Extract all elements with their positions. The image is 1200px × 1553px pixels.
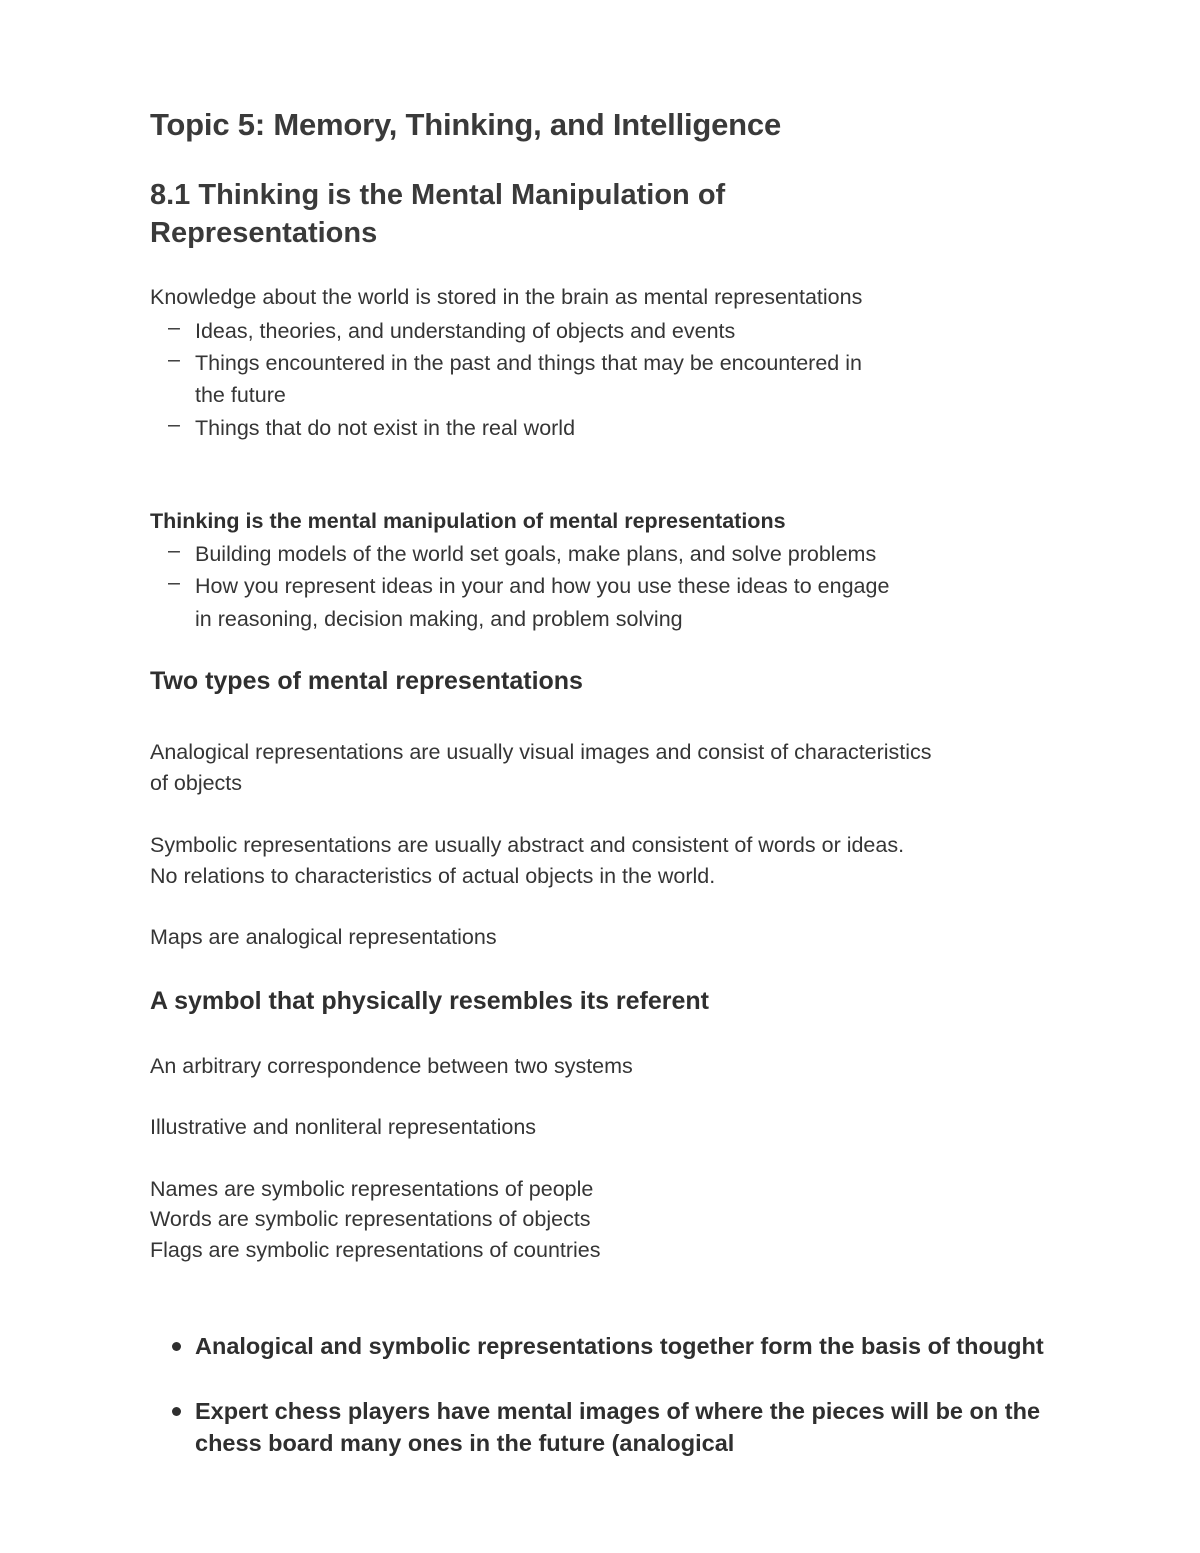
names-line: Names are symbolic representations of people — [150, 1177, 594, 1201]
symbol-paragraph-2: Illustrative and nonliteral representations — [150, 1115, 537, 1139]
two-types-heading: Two types of mental representations — [150, 667, 583, 695]
document-page: Topic 5: Memory, Thinking, and Intelligence 8.1 Thinking is the Mental Manipulation of Representations Knowledge about the world is stored in the brain as mental representations – Ideas, theories, and understanding of objects and events – Things encountered in the past and things that may be encountered in the future – Things that do not exist in the real world Thinking is the mental manipulation of mental representations – Building models of the world set goals, make plans, and solve problems – How you represent ideas in your and how you use these ideas to engage in reasoning, decision making, and problem solving Two types of mental representations Analogical representations are usually visual images and consist of characteristics of objects Symbolic representations are usually abstract and consistent of words or ideas. No relations to characteristics of actual objects in the world. Maps are analogical representations A symbol that physically resembles its referent An arbitrary correspondence between two systems Illustrative and nonliteral representations Names are symbolic representations of people Words are symbolic representations of objects Flags are symbolic representations of countries Analogical and symbolic representations together form the basis of thought Expert chess players have mental images of where the pieces will be on the chess board many ones in the future (analogical — [150, 107, 1044, 1456]
analogical-paragraph-line2: of objects — [150, 771, 243, 795]
dash-icon: – — [168, 538, 180, 562]
bullet-icon — [172, 1407, 181, 1416]
dash-icon: – — [168, 315, 180, 339]
symbolic-paragraph-line1: Symbolic representations are usually abstract and consistent of words or ideas. — [150, 833, 905, 857]
dash-icon: – — [168, 570, 180, 594]
symbol-heading: A symbol that physically resembles its referent — [150, 987, 710, 1015]
words-line: Words are symbolic representations of objects — [150, 1207, 591, 1231]
symbol-paragraph-1: An arbitrary correspondence between two systems — [150, 1054, 633, 1078]
analogical-paragraph-line1: Analogical representations are usually visual images and consist of characteristics — [150, 740, 932, 764]
intro-paragraph: Knowledge about the world is stored in the brain as mental representations — [150, 285, 863, 309]
page-title: Topic 5: Memory, Thinking, and Intelligence — [150, 107, 781, 142]
dash-icon: – — [168, 412, 180, 436]
maps-paragraph: Maps are analogical representations — [150, 925, 497, 949]
section-heading: 8.1 Thinking is the Mental Manipulation of Representations — [150, 179, 726, 249]
thinking-heading: Thinking is the mental manipulation of mental representations — [150, 509, 786, 533]
dash-icon: – — [168, 347, 180, 371]
symbolic-paragraph-line2: No relations to characteristics of actual objects in the world. — [150, 864, 716, 888]
flags-line: Flags are symbolic representations of countries — [150, 1238, 601, 1262]
bullet-icon — [172, 1342, 181, 1351]
